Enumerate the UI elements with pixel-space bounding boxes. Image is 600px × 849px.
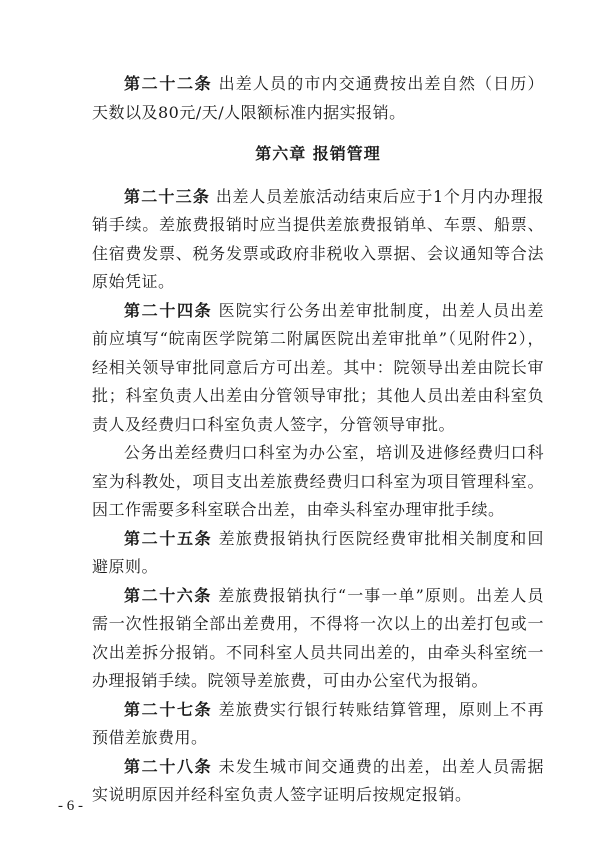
article-26-text: 差旅费报销执行“一事一单”原则。出差人员需一次性报销全部出差费用，不得将一次以上的出差打包或一次出差拆分报销。不同科室人员共同出差的，由牵头科室统一办理报销手续。院领导差旅费，可由办公室代为报销。 [92, 585, 544, 690]
article-26-heading: 第二十六条 [124, 585, 213, 605]
article-24-heading: 第二十四条 [124, 300, 213, 320]
article-28 [92, 753, 544, 810]
article-22-text: 出差人员的市内交通费按出差自然（日历）天数以及80元/天/人限额标准内据实报销。 [92, 74, 544, 122]
article-25 [92, 525, 544, 582]
article-27-text: 差旅费实行银行转账结算管理，原则上不再预借差旅费用。 [92, 699, 544, 747]
article-27-heading: 第二十七条 [124, 699, 213, 719]
article-27 [92, 696, 544, 753]
article-28-text: 未发生城市间交通费的出差，出差人员需据实说明原因并经科室负责人签字证明后按规定报销。 [92, 756, 544, 804]
article-23 [92, 183, 544, 297]
chapter-6-heading: 第六章 报销管理 [255, 144, 381, 163]
article-22 [92, 70, 544, 127]
article-23-heading: 第二十三条 [124, 186, 211, 206]
article-25-text: 差旅费报销执行医院经费审批相关制度和回避原则。 [92, 528, 544, 576]
article-28-heading: 第二十八条 [124, 756, 213, 776]
article-24-text: 医院实行公务出差审批制度，出差人员出差前应填写“皖南医学院第二附属医院出差审批单”（见附件2），经相关领导审批同意后方可出差。其中：院领导出差由院长审批；科室负责人出差由分管领导审批；其他人员出差由科室负责人及经费归口科室负责人签字，分管领导审批。 [92, 300, 544, 434]
document-body [92, 70, 544, 810]
article-22-heading: 第二十二条 [124, 74, 213, 93]
article-23-text: 出差人员差旅活动结束后应于1个月内办理报销手续。差旅费报销时应当提供差旅费报销单、车票、船票、住宿费发票、税务发票或政府非税收入票据、会议通知等合法原始凭证。 [92, 186, 544, 291]
article-25-heading: 第二十五条 [124, 528, 213, 548]
article-24-note: 公务出差经费归口科室为办公室，培训及进修经费归口科室为科教处，项目支出差旅费经费归口科室为项目管理科室。因工作需要多科室联合出差，由牵头科室办理审批手续。 [92, 443, 544, 519]
article-24 [92, 297, 544, 440]
page-number: - 6 - [58, 798, 83, 814]
article-26 [92, 582, 544, 696]
